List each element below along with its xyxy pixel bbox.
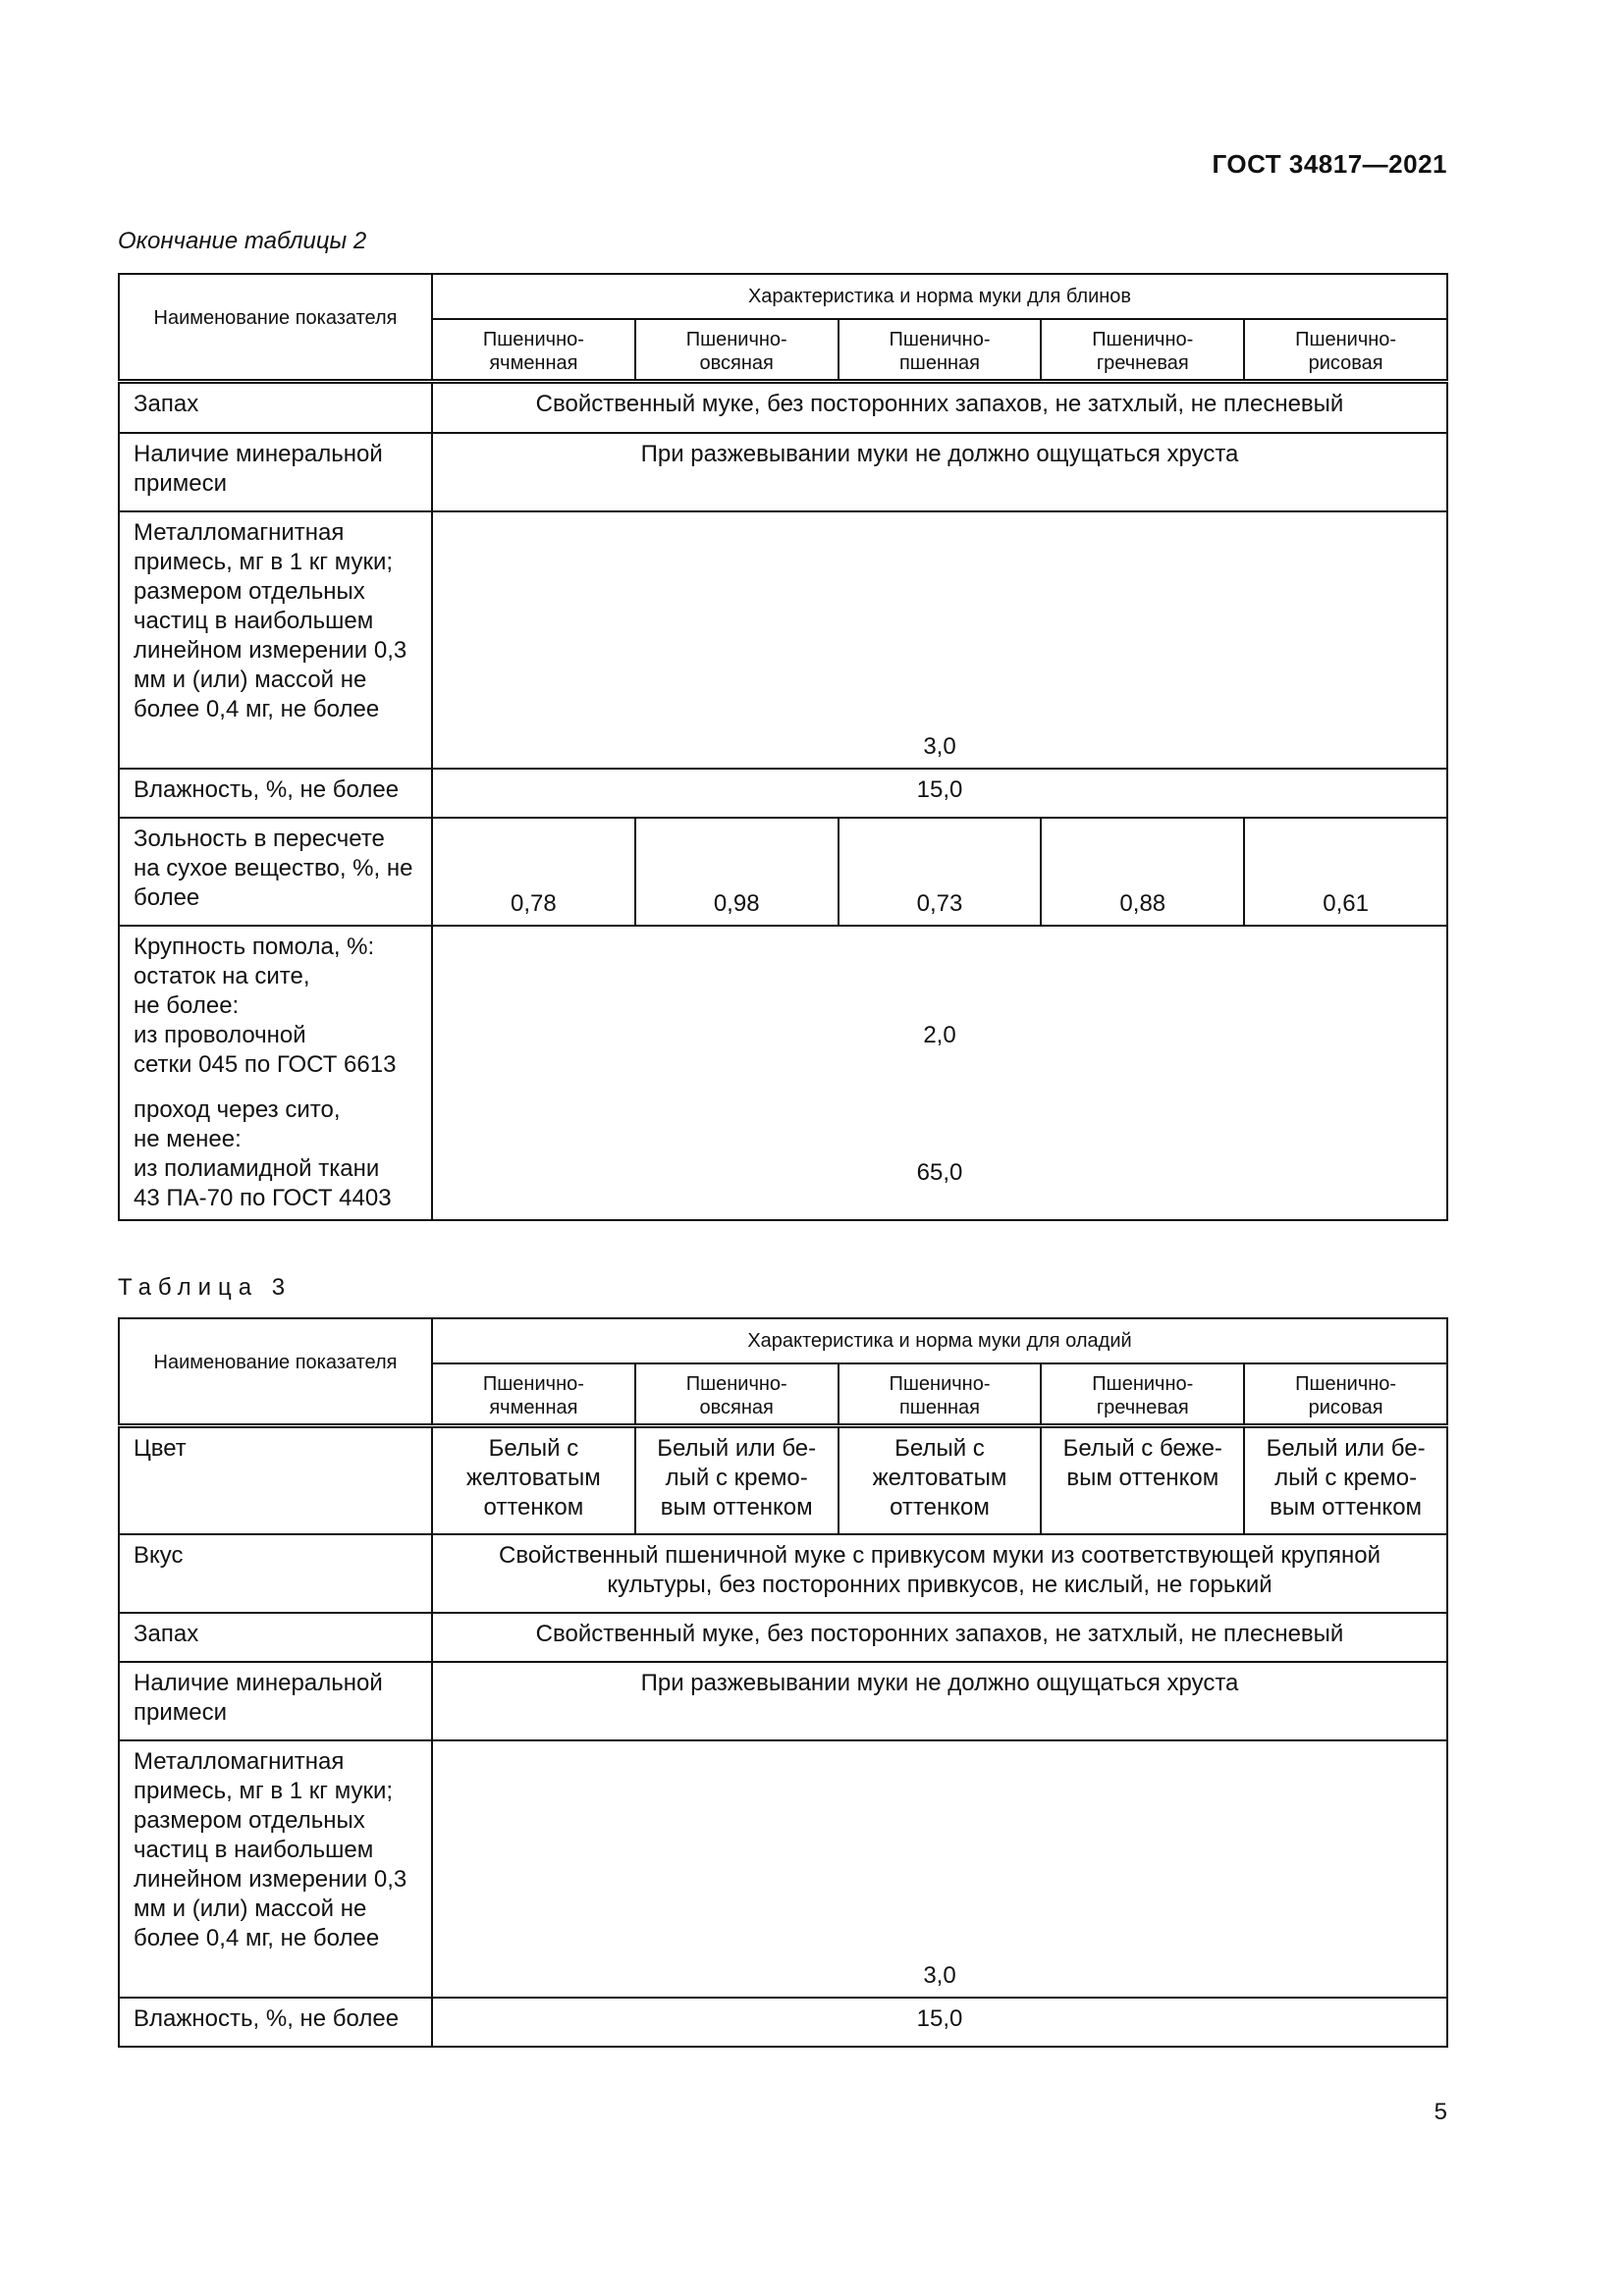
standard-number: ГОСТ 34817—2021: [1212, 149, 1447, 179]
grind-value-pass: 65,0: [916, 1158, 963, 1186]
row-name: Цвет: [119, 1426, 432, 1534]
group-header: Характеристика и норма муки для блинов: [432, 274, 1447, 319]
table-2: [118, 273, 1448, 1221]
table-3: [118, 1317, 1448, 2048]
group-header: Характеристика и норма муки для оладий: [432, 1318, 1447, 1363]
column-header: Пшенично- рисовая: [1244, 1363, 1447, 1426]
row-value: 15,0: [432, 769, 1447, 818]
name-column-header: Наименование показателя: [119, 274, 432, 382]
grind-name-pass: проход через сито, не менее: из полиамидной ткани 43 ПА-70 по ГОСТ 4403: [134, 1095, 392, 1211]
column-header: Пшенично- рисовая: [1244, 319, 1447, 382]
grind-name-residue: Крупность помола, %: остаток на сите, не более: из проволочной сетки 045 по ГОСТ 6613: [134, 933, 397, 1078]
row-name: Влажность, %, не более: [119, 769, 432, 818]
row-value: Белый с беже- вым оттенком: [1041, 1426, 1244, 1534]
name-column-header: Наименование показателя: [119, 1318, 432, 1426]
column-header: Пшенично- гречневая: [1041, 1363, 1244, 1426]
table-row: [119, 1426, 1447, 1534]
table-row: [119, 818, 1447, 926]
row-value: 0,73: [839, 818, 1042, 926]
column-header: Пшенично- пшенная: [839, 319, 1042, 382]
table-row: [119, 433, 1447, 511]
table-row: [119, 511, 1447, 769]
row-name: Влажность, %, не более: [119, 1998, 432, 2047]
row-name: Металломагнитная примесь, мг в 1 кг муки; размером отдельных частиц в наибольшем линейном измерении 0,3 мм и (или) массой не более 0,4 мг, не более: [119, 1740, 432, 1998]
column-header: Пшенично- ячменная: [432, 1363, 635, 1426]
row-name: Запах: [119, 382, 432, 433]
row-value: 0,88: [1041, 818, 1244, 926]
row-name: Наличие минеральной примеси: [119, 433, 432, 511]
row-value: Свойственный муке, без посторонних запахов, не затхлый, не плесневый: [432, 382, 1447, 433]
row-value: [432, 926, 1447, 1220]
table-row: [119, 1534, 1447, 1613]
table3-caption: Таблица 3: [118, 1274, 293, 1301]
column-header: Пшенично- овсяная: [635, 1363, 839, 1426]
row-name: [119, 926, 432, 1220]
table-row: [119, 926, 1447, 1220]
page-number: 5: [1434, 2099, 1447, 2125]
row-value: При разжевывании муки не должно ощущаться хруста: [432, 1662, 1447, 1740]
table-row: [119, 1740, 1447, 1998]
table-row: [119, 1998, 1447, 2047]
column-header: Пшенично- гречневая: [1041, 319, 1244, 382]
row-name: Вкус: [119, 1534, 432, 1613]
row-value: Белый с желтоватым оттенком: [432, 1426, 635, 1534]
row-value: Белый или бе- лый с кремо- вым оттенком: [635, 1426, 839, 1534]
row-value: 0,61: [1244, 818, 1447, 926]
row-value: Белый или бе- лый с кремо- вым оттенком: [1244, 1426, 1447, 1534]
column-header: Пшенично- пшенная: [839, 1363, 1042, 1426]
row-name: Наличие минеральной примеси: [119, 1662, 432, 1740]
table-row: [119, 1662, 1447, 1740]
table-row: [119, 1613, 1447, 1662]
table2-caption: Окончание таблицы 2: [118, 228, 367, 254]
row-name: Зольность в пересчете на сухое вещество, %, не более: [119, 818, 432, 926]
row-name: Металломагнитная примесь, мг в 1 кг муки; размером отдельных частиц в наибольшем линейном измерении 0,3 мм и (или) массой не более 0,4 мг, не более: [119, 511, 432, 769]
table-row: [119, 382, 1447, 433]
column-header: Пшенично- овсяная: [635, 319, 839, 382]
row-value: Белый с желтоватым оттенком: [839, 1426, 1042, 1534]
row-value: 3,0: [432, 1740, 1447, 1998]
grind-value-residue: 2,0: [923, 1021, 956, 1048]
row-value: 3,0: [432, 511, 1447, 769]
row-value: Свойственный муке, без посторонних запахов, не затхлый, не плесневый: [432, 1613, 1447, 1662]
row-value: 0,78: [432, 818, 635, 926]
column-header: Пшенично- ячменная: [432, 319, 635, 382]
row-value: 0,98: [635, 818, 839, 926]
row-value: При разжевывании муки не должно ощущаться хруста: [432, 433, 1447, 511]
row-value: Свойственный пшеничной муке с привкусом муки из соответствующей крупяной культуры, без посторонних привкусов, не кислый, не горький: [432, 1534, 1447, 1613]
row-name: Запах: [119, 1613, 432, 1662]
table-row: [119, 769, 1447, 818]
row-value: 15,0: [432, 1998, 1447, 2047]
